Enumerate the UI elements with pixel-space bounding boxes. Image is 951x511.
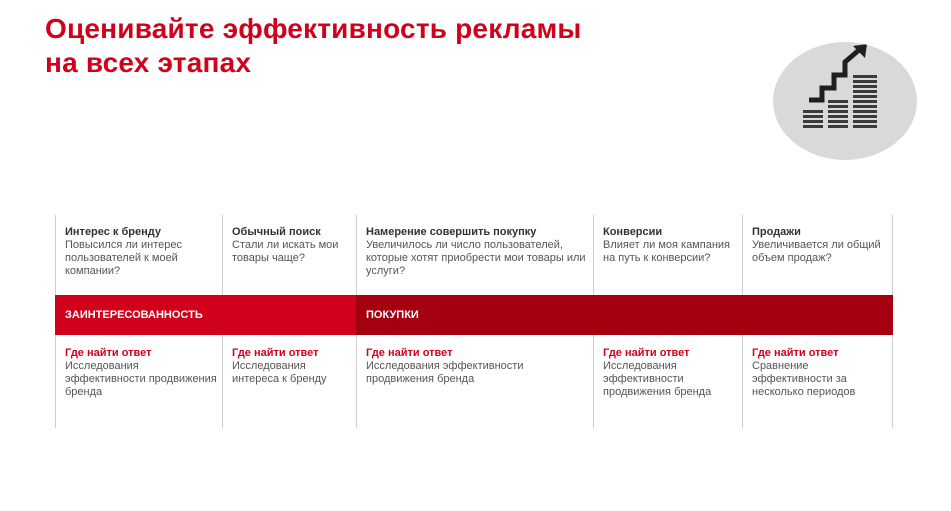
answer-text: Исследования эффективности продвижения бренда — [65, 360, 217, 398]
column-title: Намерение совершить покупку — [366, 226, 537, 238]
question-block — [752, 226, 886, 265]
purchase-band-label: ПОКУПКИ — [366, 309, 419, 321]
question-block — [603, 226, 737, 265]
column-question: Увеличивается ли общий объем продаж? — [752, 239, 881, 264]
answer-title: Где найти ответ — [752, 347, 839, 359]
column-question: Стали ли искать мои товары чаще? — [232, 239, 339, 264]
answer-title: Где найти ответ — [603, 347, 690, 359]
question-block — [232, 226, 351, 265]
column-question: Повысился ли интерес пользователей к моей компании? — [65, 239, 182, 277]
interest-band — [55, 295, 356, 335]
answer-block — [232, 347, 353, 386]
question-block — [65, 226, 217, 278]
answer-title: Где найти ответ — [366, 347, 453, 359]
question-block — [366, 226, 588, 278]
growth-stairs-icon — [773, 42, 917, 160]
answer-text: Исследования эффективности продвижения бренда — [603, 360, 712, 398]
column-title: Обычный поиск — [232, 226, 321, 238]
page-title-line-2: на всех этапах — [45, 47, 252, 78]
column-title: Интерес к бренду — [65, 226, 161, 238]
answer-title: Где найти ответ — [232, 347, 319, 359]
column-title: Конверсии — [603, 226, 663, 238]
answer-block — [65, 347, 219, 399]
column-title: Продажи — [752, 226, 801, 238]
column-question: Влияет ли моя кампания на путь к конверсии? — [603, 239, 730, 264]
purchase-band — [356, 295, 893, 335]
answer-text: Сравнение эффективности за несколько периодов — [752, 360, 856, 398]
column-question: Увеличилось ли число пользователей, которые хотят приобрести мои товары или услуги? — [366, 239, 586, 277]
answer-block — [366, 347, 590, 386]
answer-block — [603, 347, 739, 399]
answer-text: Исследования интереса к бренду — [232, 360, 327, 385]
funnel-table — [55, 215, 893, 428]
page-title-line-1: Оценивайте эффективность рекламы — [45, 13, 582, 44]
answer-title: Где найти ответ — [65, 347, 152, 359]
answer-text: Исследования эффективности продвижения бренда — [366, 360, 524, 385]
page-title — [45, 12, 685, 80]
interest-band-label: ЗАИНТЕРЕСОВАННОСТЬ — [65, 309, 203, 321]
answer-block — [752, 347, 888, 399]
